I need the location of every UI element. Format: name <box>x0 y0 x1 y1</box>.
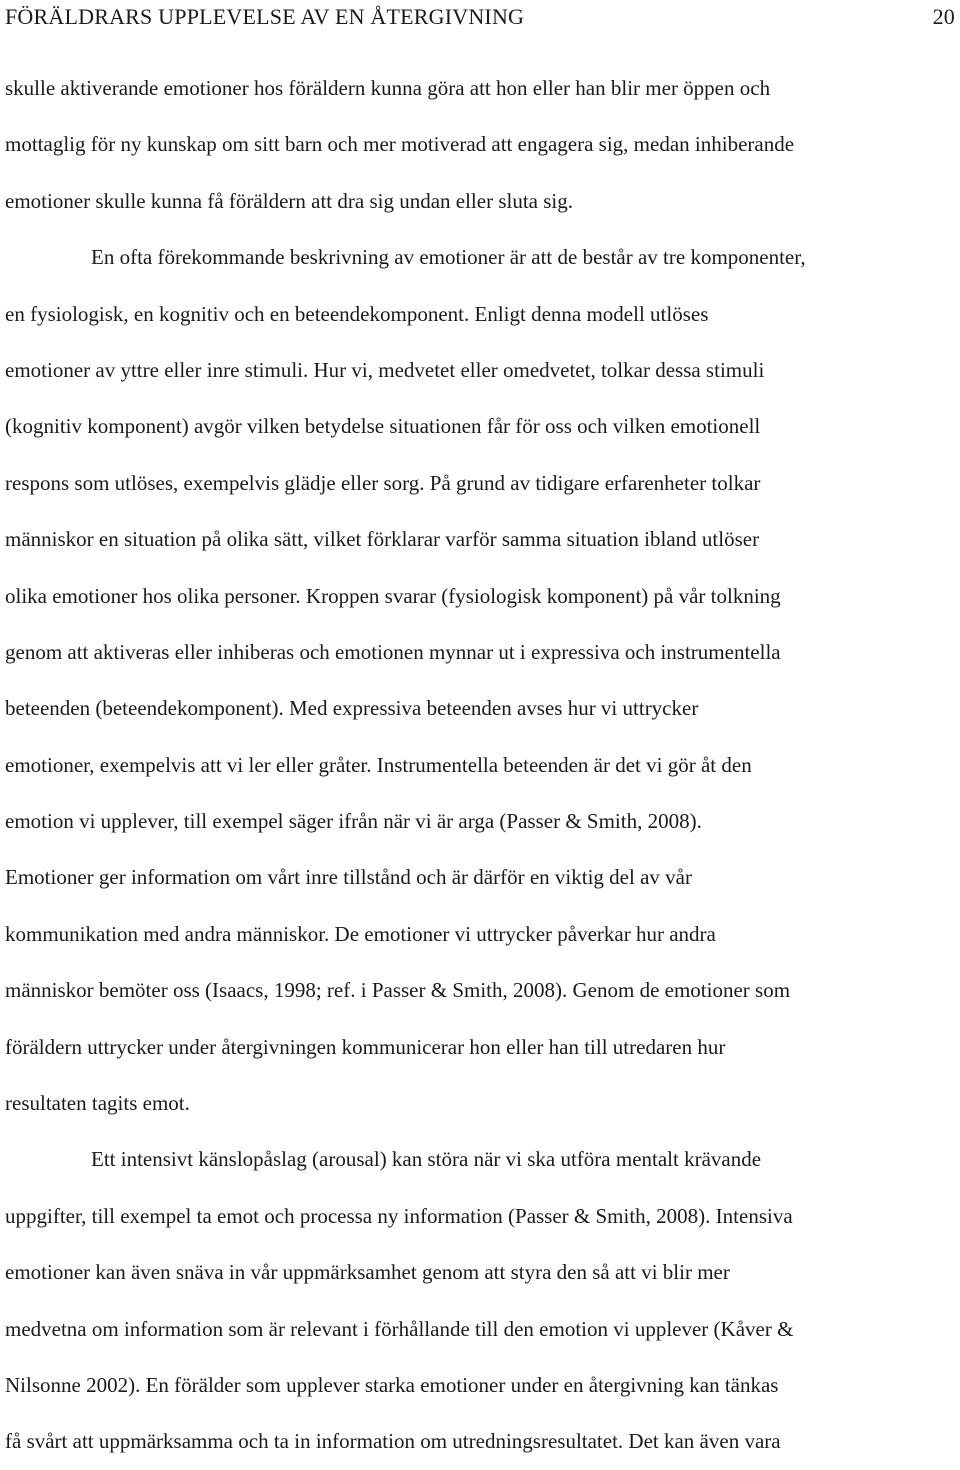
running-head-title: FÖRÄLDRARS UPPLEVELSE AV EN ÅTERGIVNING <box>5 4 525 29</box>
text-line: människor en situation på olika sätt, vilket förklarar varför samma situation ibland utlöser <box>5 527 760 552</box>
text-line: emotioner av yttre eller inre stimuli. Hur vi, medvetet eller omedvetet, tolkar dessa stimuli <box>5 357 765 382</box>
text-line: medvetna om information som är relevant i förhållande till den emotion vi upplever (Kåver & <box>5 1316 794 1341</box>
paragraph-2 <box>5 229 957 1131</box>
text-line: skulle aktiverande emotioner hos föräldern kunna göra att hon eller han blir mer öppen och <box>5 76 771 100</box>
text-line: olika emotioner hos olika personer. Kroppen svarar (fysiologisk komponent) på vår tolkning <box>5 583 781 608</box>
text-line: emotioner kan även snäva in vår uppmärksamhet genom att styra den så att vi blir mer <box>5 1260 730 1285</box>
text-line: emotion vi upplever, till exempel säger ifrån när vi är arga (Passer & Smith, 2008). <box>5 809 702 834</box>
text-line: föräldern uttrycker under återgivningen kommunicerar hon eller han till utredaren hur <box>5 1034 726 1059</box>
running-head <box>5 2 955 32</box>
text-line: resultaten tagits emot. <box>5 1091 190 1116</box>
text-line: mottaglig för ny kunskap om sitt barn och mer motiverad att engagera sig, medan inhiberande <box>5 132 795 157</box>
paragraph-3 <box>5 1131 957 1469</box>
text-line: Nilsonne 2002). En förälder som upplever starka emotioner under en återgivning kan tänkas <box>5 1372 779 1397</box>
text-line: Emotioner ger information om vårt inre tillstånd och är därför en viktig del av vår <box>5 865 692 890</box>
text-line: beteenden (beteendekomponent). Med expressiva beteenden avses hur vi uttrycker <box>5 696 699 721</box>
text-line: En ofta förekommande beskrivning av emotioner är att de består av tre komponenter, <box>91 245 806 270</box>
text-line: emotioner, exempelvis att vi ler eller gråter. Instrumentella beteenden är det vi gör åt den <box>5 752 752 777</box>
text-line: kommunikation med andra människor. De emotioner vi uttrycker påverkar hur andra <box>5 921 716 946</box>
text-line: uppgifter, till exempel ta emot och processa ny information (Passer & Smith, 2008). Intensiva <box>5 1203 793 1228</box>
text-line: emotioner skulle kunna få föräldern att dra sig undan eller sluta sig. <box>5 188 573 213</box>
text-line: få svårt att uppmärksamma och ta in information om utredningsresultatet. Det kan även vara <box>5 1429 781 1454</box>
text-line: respons som utlöses, exempelvis glädje eller sorg. På grund av tidigare erfarenheter tolkar <box>5 470 761 495</box>
text-line: Ett intensivt känslopåslag (arousal) kan störa när vi ska utföra mentalt krävande <box>91 1147 762 1172</box>
paragraph-1 <box>5 60 957 229</box>
body-text <box>5 60 957 1470</box>
text-line: en fysiologisk, en kognitiv och en beteendekomponent. Enligt denna modell utlöses <box>5 301 709 326</box>
text-line: människor bemöter oss (Isaacs, 1998; ref. i Passer & Smith, 2008). Genom de emotioner som <box>5 978 791 1003</box>
text-line: genom att aktiveras eller inhiberas och emotionen mynnar ut i expressiva och instrumentella <box>5 639 781 664</box>
text-line: (kognitiv komponent) avgör vilken betydelse situationen får för oss och vilken emotionell <box>5 414 761 439</box>
page-number: 20 <box>932 4 955 29</box>
